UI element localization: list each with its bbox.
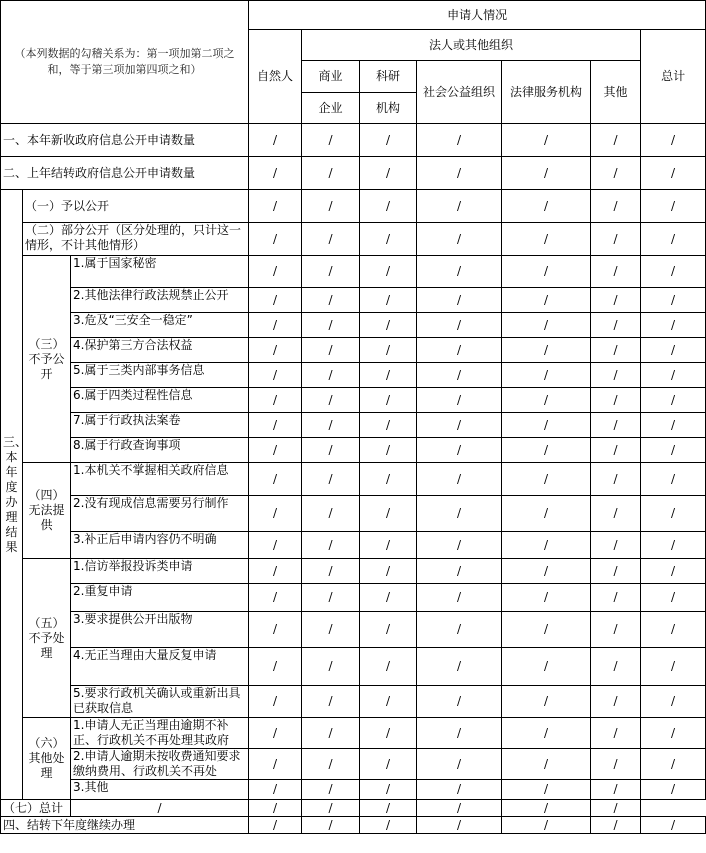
data-cell: / [641, 124, 706, 157]
data-cell: / [641, 612, 706, 648]
data-cell: / [249, 157, 302, 190]
data-cell: / [641, 817, 706, 834]
data-cell: / [641, 648, 706, 686]
data-cell: / [502, 124, 591, 157]
data-cell: / [417, 780, 502, 800]
data-cell: / [502, 749, 591, 780]
data-cell: / [360, 413, 417, 438]
data-cell: / [502, 559, 591, 584]
data-cell: / [591, 190, 641, 223]
data-cell: / [502, 496, 591, 532]
data-cell: / [417, 648, 502, 686]
data-cell: / [502, 288, 591, 313]
row-label-carried-over: 二、上年结转政府信息公开申请数量 [1, 157, 249, 190]
data-cell: / [417, 363, 502, 388]
data-cell: / [641, 256, 706, 288]
data-cell: / [591, 686, 641, 718]
row-label-carried-forward: 四、结转下年度继续办理 [1, 817, 249, 834]
data-cell: / [502, 718, 591, 749]
data-cell: / [502, 584, 591, 612]
header-research-inst-1: 科研 [360, 61, 417, 93]
data-cell: / [417, 817, 502, 834]
data-cell: / [591, 413, 641, 438]
data-cell: / [502, 800, 591, 817]
data-cell: / [641, 718, 706, 749]
data-cell: / [502, 256, 591, 288]
data-cell: / [591, 256, 641, 288]
data-cell: / [591, 363, 641, 388]
data-cell: / [360, 532, 417, 559]
data-cell: / [249, 288, 302, 313]
data-cell: / [591, 157, 641, 190]
data-cell: / [249, 817, 302, 834]
data-cell: / [641, 780, 706, 800]
data-cell: / [641, 313, 706, 338]
data-cell: / [302, 780, 360, 800]
data-cell: / [591, 800, 641, 817]
row-label-enforcement-files: 7.属于行政执法案卷 [71, 413, 249, 438]
data-cell: / [417, 190, 502, 223]
data-cell: / [302, 157, 360, 190]
row-label-petition: 1.信访举报投诉类申请 [71, 559, 249, 584]
data-cell: / [249, 256, 302, 288]
data-cell: / [360, 584, 417, 612]
data-cell: / [360, 749, 417, 780]
data-cell: / [360, 612, 417, 648]
data-cell: / [249, 124, 302, 157]
data-cell: / [360, 190, 417, 223]
data-cell: / [360, 496, 417, 532]
data-cell: / [360, 223, 417, 256]
data-cell: / [360, 800, 417, 817]
data-cell: / [502, 686, 591, 718]
data-cell: / [502, 413, 591, 438]
data-cell: / [417, 438, 502, 463]
header-legal-service-inst: 法律服务机构 [502, 61, 591, 124]
data-cell: / [591, 532, 641, 559]
data-cell: / [641, 686, 706, 718]
row-label-subtotal: （七）总计 [1, 800, 71, 817]
row-label-prohibited-by-law: 2.其他法律行政法规禁止公开 [71, 288, 249, 313]
data-cell: / [591, 124, 641, 157]
data-cell: / [591, 438, 641, 463]
row-label-not-held: 1.本机关不掌握相关政府信息 [71, 463, 249, 496]
data-cell: / [302, 718, 360, 749]
subgroup-label-not-disclosed: （三）不予公开 [23, 256, 71, 463]
data-cell: / [591, 749, 641, 780]
data-cell: / [302, 532, 360, 559]
row-label-repeated-requests: 4.无正当理由大量反复申请 [71, 648, 249, 686]
data-cell: / [591, 463, 641, 496]
header-social-welfare-org: 社会公益组织 [417, 61, 502, 124]
row-label-disclosed: （一）予以公开 [23, 190, 249, 223]
data-cell: / [249, 496, 302, 532]
header-other: 其他 [591, 61, 641, 124]
row-label-still-unclear: 3.补正后申请内容仍不明确 [71, 532, 249, 559]
data-cell: / [302, 256, 360, 288]
data-cell: / [591, 223, 641, 256]
data-cell: / [302, 800, 360, 817]
data-cell: / [249, 718, 302, 749]
row-label-process-info: 6.属于四类过程性信息 [71, 388, 249, 413]
data-cell: / [360, 363, 417, 388]
data-cell: / [417, 313, 502, 338]
data-cell: / [360, 817, 417, 834]
data-cell: / [302, 363, 360, 388]
data-cell: / [502, 648, 591, 686]
data-cell: / [417, 584, 502, 612]
data-cell: / [360, 313, 417, 338]
data-cell: / [641, 338, 706, 363]
row-label-new-applications: 一、本年新收政府信息公开申请数量 [1, 124, 249, 157]
data-cell: / [302, 648, 360, 686]
data-cell: / [71, 800, 249, 817]
data-cell: / [502, 363, 591, 388]
data-cell: / [360, 157, 417, 190]
data-cell: / [502, 157, 591, 190]
data-cell: / [360, 780, 417, 800]
data-cell: / [502, 438, 591, 463]
data-cell: / [249, 190, 302, 223]
data-cell: / [249, 313, 302, 338]
data-cell: / [641, 496, 706, 532]
subgroup-label-not-processed: （五）不予处理 [23, 559, 71, 718]
data-cell: / [417, 612, 502, 648]
data-cell: / [302, 559, 360, 584]
data-cell: / [302, 817, 360, 834]
data-cell: / [302, 338, 360, 363]
data-cell: / [591, 780, 641, 800]
row-label-overdue-correction: 1.申请人无正当理由逾期不补正、行政机关不再处理其政府 [71, 718, 249, 749]
data-cell: / [249, 559, 302, 584]
data-cell: / [502, 313, 591, 338]
data-cell: / [502, 223, 591, 256]
header-total: 总计 [641, 30, 706, 124]
data-cell: / [302, 313, 360, 338]
data-cell: / [417, 800, 502, 817]
data-cell: / [249, 612, 302, 648]
data-cell: / [641, 363, 706, 388]
data-cell: / [302, 686, 360, 718]
data-cell: / [249, 338, 302, 363]
data-cell: / [641, 388, 706, 413]
data-cell: / [302, 413, 360, 438]
data-cell: / [249, 463, 302, 496]
data-cell: / [641, 288, 706, 313]
data-cell: / [302, 438, 360, 463]
data-cell: / [417, 157, 502, 190]
data-cell: / [360, 338, 417, 363]
data-cell: / [360, 438, 417, 463]
data-cell: / [249, 388, 302, 413]
data-cell: / [641, 157, 706, 190]
data-cell: / [502, 338, 591, 363]
row-label-needs-creation: 2.没有现成信息需要另行制作 [71, 496, 249, 532]
data-cell: / [417, 256, 502, 288]
header-applicant-situation: 申请人情况 [249, 1, 706, 30]
data-cell: / [641, 413, 706, 438]
data-cell: / [502, 190, 591, 223]
data-cell: / [360, 388, 417, 413]
row-label-state-secret: 1.属于国家秘密 [71, 256, 249, 288]
row-label-inquiry-matters: 8.属于行政查询事项 [71, 438, 249, 463]
data-cell: / [417, 532, 502, 559]
data-cell: / [502, 780, 591, 800]
data-cell: / [641, 749, 706, 780]
data-cell: / [417, 749, 502, 780]
subgroup-label-unable-to-provide: （四）无法提供 [23, 463, 71, 559]
data-cell: / [417, 718, 502, 749]
data-cell: / [360, 686, 417, 718]
data-cell: / [360, 124, 417, 157]
row-label-endangers-security: 3.危及“三安全一稳定” [71, 313, 249, 338]
data-cell: / [302, 190, 360, 223]
row-label-third-party-rights: 4.保护第三方合法权益 [71, 338, 249, 363]
data-cell: / [591, 817, 641, 834]
header-research-inst-2: 机构 [360, 93, 417, 124]
data-cell: / [249, 800, 302, 817]
data-cell: / [249, 749, 302, 780]
data-cell: / [249, 413, 302, 438]
data-cell: / [502, 612, 591, 648]
data-cell: / [417, 686, 502, 718]
data-cell: / [249, 363, 302, 388]
data-cell: / [417, 496, 502, 532]
data-cell: / [302, 288, 360, 313]
data-cell: / [502, 532, 591, 559]
data-cell: / [591, 718, 641, 749]
row-label-other: 3.其他 [71, 780, 249, 800]
data-cell: / [249, 532, 302, 559]
data-cell: / [641, 190, 706, 223]
row-label-overdue-fees: 2.申请人逾期未按收费通知要求缴纳费用、行政机关不再处 [71, 749, 249, 780]
header-natural-person: 自然人 [249, 30, 302, 124]
row-label-duplicate: 2.重复申请 [71, 584, 249, 612]
data-cell: / [249, 686, 302, 718]
data-cell: / [302, 612, 360, 648]
data-cell: / [417, 463, 502, 496]
data-cell: / [591, 313, 641, 338]
data-cell: / [641, 559, 706, 584]
data-cell: / [591, 388, 641, 413]
data-cell: / [641, 584, 706, 612]
data-cell: / [360, 256, 417, 288]
header-commercial-enterprise-2: 企业 [302, 93, 360, 124]
data-cell: / [641, 532, 706, 559]
data-cell: / [641, 463, 706, 496]
data-cell: / [591, 559, 641, 584]
data-cell: / [641, 223, 706, 256]
data-cell: / [249, 223, 302, 256]
data-cell: / [591, 648, 641, 686]
data-cell: / [417, 559, 502, 584]
data-cell: / [249, 438, 302, 463]
data-cell: / [591, 288, 641, 313]
data-cell: / [417, 124, 502, 157]
data-cell: / [360, 288, 417, 313]
data-cell: / [302, 223, 360, 256]
data-cell: / [591, 584, 641, 612]
data-cell: / [302, 749, 360, 780]
data-cell: / [360, 463, 417, 496]
data-cell: / [302, 124, 360, 157]
header-note: （本列数据的勾稽关系为：第一项加第二项之和，等于第三项加第四项之和） [1, 1, 249, 124]
data-cell: / [249, 780, 302, 800]
data-cell: / [360, 648, 417, 686]
subgroup-label-other-handling: （六）其他处理 [23, 718, 71, 800]
data-cell: / [591, 338, 641, 363]
data-cell: / [502, 463, 591, 496]
data-cell: / [417, 413, 502, 438]
data-cell: / [249, 584, 302, 612]
data-cell: / [249, 648, 302, 686]
group-label-annual-results: 三、本年度办理结果 [1, 190, 23, 800]
data-cell: / [417, 338, 502, 363]
data-cell: / [591, 612, 641, 648]
header-legal-or-other-orgs: 法人或其他组织 [302, 30, 641, 61]
row-label-partially-disclosed: （二）部分公开（区分处理的，只计这一情形，不计其他情形） [23, 223, 249, 256]
data-cell: / [641, 438, 706, 463]
data-cell: / [591, 496, 641, 532]
row-label-internal-affairs: 5.属于三类内部事务信息 [71, 363, 249, 388]
data-cell: / [417, 223, 502, 256]
data-cell: / [502, 817, 591, 834]
data-cell: / [302, 584, 360, 612]
data-cell: / [417, 288, 502, 313]
data-cell: / [302, 388, 360, 413]
data-cell: / [502, 388, 591, 413]
row-label-publications: 3.要求提供公开出版物 [71, 612, 249, 648]
data-cell: / [302, 496, 360, 532]
data-cell: / [360, 559, 417, 584]
data-cell: / [302, 463, 360, 496]
data-cell: / [417, 388, 502, 413]
data-cell: / [360, 718, 417, 749]
header-commercial-enterprise-1: 商业 [302, 61, 360, 93]
row-label-confirm-reissue: 5.要求行政机关确认或重新出具已获取信息 [71, 686, 249, 718]
